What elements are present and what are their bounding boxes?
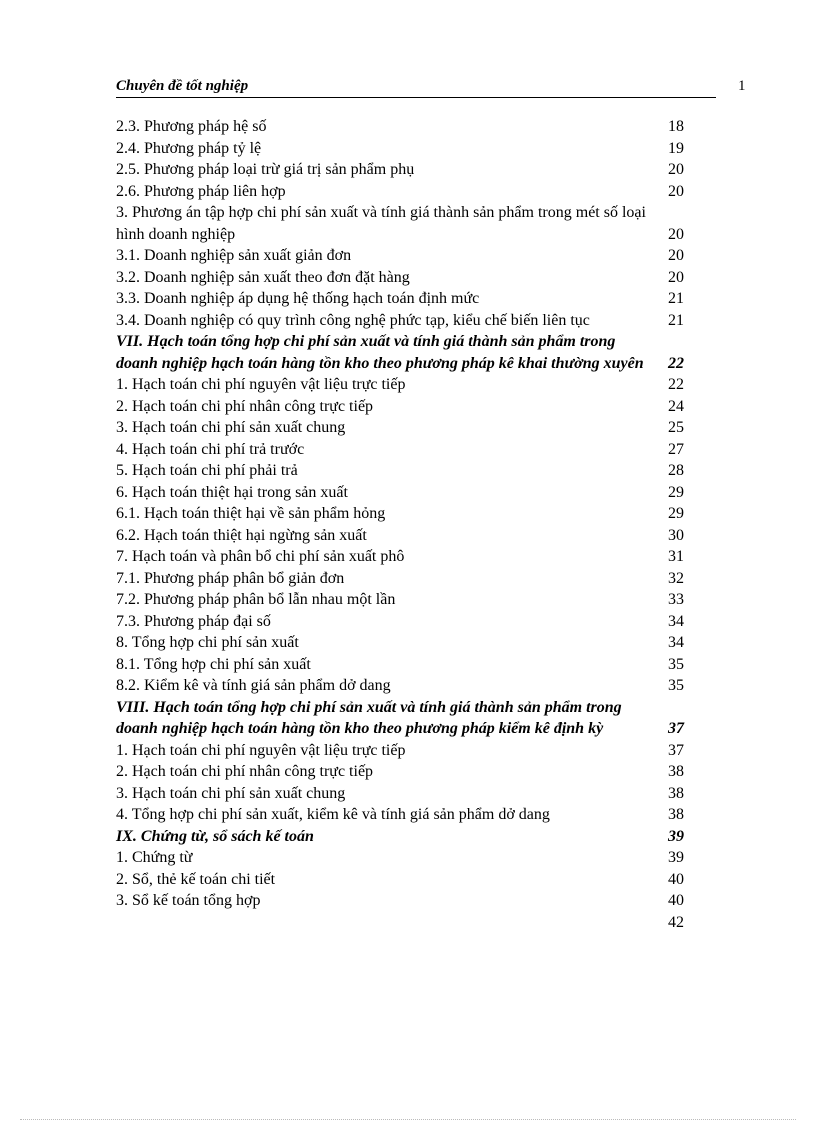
toc-entry-page: 31 [668,548,684,565]
toc-entry-page: 25 [668,419,684,436]
toc-entry-page: 24 [668,397,684,415]
toc-entry-page: 38 [668,784,684,802]
toc-entry [116,675,690,697]
toc-entry-page: 29 [668,505,684,522]
toc-entry-page: 39 [668,849,684,866]
toc-entry-page: 35 [668,655,684,673]
header-title: Chuyên đề tốt nghiệp [116,78,249,94]
toc-entry-page: 22 [668,376,684,393]
toc-entry [116,396,690,418]
toc-entry-page: 34 [668,634,684,651]
toc-entry-text: 1. Chứng từ [116,849,193,866]
toc-entry-page: 33 [668,591,684,608]
page-number: 1 [738,78,746,94]
toc-entry [116,654,690,676]
toc-entry-page: 40 [668,892,684,909]
toc-entry [116,804,690,826]
toc-entry-page: 39 [668,827,684,845]
toc-entry-page: 37 [668,741,684,759]
toc-entry-text: 7. Hạch toán và phân bổ chi phí sản xuất phô [116,548,405,565]
toc-entry-page: 22 [668,354,684,372]
toc-entry-text: 6.2. Hạch toán thiệt hại ngừng sản xuất [116,526,367,544]
toc-entry-text: 8. Tổng hợp chi phí sản xuất [116,634,299,651]
toc-entry-text: 3. Phương án tập hợp chi phí sản xuất và tính giá thành sản phẩm trong mét số loại hình doanh nghiệp [116,204,646,243]
toc-entry [116,181,690,203]
toc-section-heading [116,826,690,848]
toc-entry [116,503,690,525]
toc-entry-page: 42 [668,913,684,931]
toc-entry [116,546,690,568]
toc-entry-text: VIII. Hạch toán tổng hợp chi phí sản xuất và tính giá thành sản phẩm trong doanh nghiệp hạch toán hàng tồn kho theo phương pháp kiểm kê định kỳ [116,698,622,737]
toc-entry [116,568,690,590]
toc-section-heading [116,697,690,740]
toc-entry-text: 4. Tổng hợp chi phí sản xuất, kiểm kê và tính giá sản phẩm dở dang [116,806,550,823]
toc-entry [116,783,690,805]
toc-entry-page: 38 [668,763,684,780]
toc-entry [116,202,690,245]
toc-entry-text: 7.2. Phương pháp phân bổ lẫn nhau một lần [116,591,396,608]
toc-entry [116,611,690,633]
toc-entry-text: 2.4. Phương pháp tỷ lệ [116,139,262,157]
toc-entry-page: 18 [668,118,684,135]
toc-entry-text: IX. Chứng từ, sổ sách kế toán [116,827,314,845]
page-header [116,76,716,98]
toc-entry [116,761,690,783]
toc-entry [116,912,690,934]
toc-entry [116,740,690,762]
toc-entry [116,439,690,461]
toc-entry-text: 1. Hạch toán chi phí nguyên vật liệu trực tiếp [116,376,406,393]
toc-entry-page: 21 [668,311,684,329]
toc-entry [116,374,690,396]
toc-entry-page: 34 [668,612,684,630]
toc-entry-text: 6. Hạch toán thiệt hại trong sản xuất [116,483,348,501]
toc-entry-page: 20 [668,225,684,243]
toc-entry [116,267,690,289]
toc-entry [116,525,690,547]
toc-entry [116,869,690,891]
toc-entry-page: 30 [668,526,684,544]
toc-entry-page: 32 [668,569,684,587]
toc-entry-text: 1. Hạch toán chi phí nguyên vật liệu trực tiếp [116,741,406,759]
table-of-contents [116,116,690,933]
toc-entry [116,460,690,482]
toc-entry-page: 37 [668,720,684,737]
toc-entry [116,288,690,310]
toc-entry-text: 8.2. Kiểm kê và tính giá sản phẩm dở dang [116,677,391,694]
toc-entry-page: 21 [668,290,684,307]
toc-entry [116,417,690,439]
toc-entry-text: 2. Hạch toán chi phí nhân công trực tiếp [116,763,374,780]
toc-entry-page: 40 [668,870,684,888]
toc-entry-text: VII. Hạch toán tổng hợp chi phí sản xuất và tính giá thành sản phẩm trong doanh nghiệp hạch toán hàng tồn kho theo phương pháp kê khai thường xuyên [116,333,644,372]
toc-entry-page: 20 [668,161,684,178]
toc-entry-text: 2. Sổ, thẻ kế toán chi tiết [116,870,276,888]
toc-entry [116,890,690,912]
toc-entry-text: 7.1. Phương pháp phân bổ giản đơn [116,569,345,587]
toc-entry-page: 35 [668,677,684,694]
toc-entry-text: 8.1. Tổng hợp chi phí sản xuất [116,655,311,673]
toc-entry-page: 27 [668,440,684,458]
toc-entry-text: 3. Hạch toán chi phí sản xuất chung [116,419,346,436]
toc-entry-page: 38 [668,806,684,823]
toc-entry-text: 3. Sổ kế toán tổng hợp [116,892,261,909]
toc-entry-text: 2. Hạch toán chi phí nhân công trực tiếp [116,397,374,415]
toc-entry-text: 3.1. Doanh nghiệp sản xuất giản đơn [116,247,352,264]
toc-entry-page: 29 [668,483,684,501]
toc-entry [116,847,690,869]
toc-entry-page: 20 [668,182,684,200]
toc-entry-text: 3. Hạch toán chi phí sản xuất chung [116,784,346,802]
toc-entry-text: 3.3. Doanh nghiệp áp dụng hệ thống hạch toán định mức [116,290,480,307]
toc-entry [116,138,690,160]
toc-entry-page: 19 [668,139,684,157]
toc-entry-text: 3.4. Doanh nghiệp có quy trình công nghệ phức tạp, kiểu chế biến liên tục [116,311,590,329]
toc-entry-text: 2.6. Phương pháp liên hợp [116,182,286,200]
toc-entry [116,482,690,504]
toc-entry [116,159,690,181]
toc-entry-page: 20 [668,268,684,286]
toc-entry-text: 6.1. Hạch toán thiệt hại về sản phẩm hỏng [116,505,386,522]
toc-entry-page: 28 [668,462,684,479]
toc-entry-text: 3.2. Doanh nghiệp sản xuất theo đơn đặt hàng [116,268,410,286]
toc-entry-text: 7.3. Phương pháp đại số [116,612,271,630]
toc-entry [116,310,690,332]
toc-entry [116,632,690,654]
toc-entry [116,116,690,138]
toc-entry [116,589,690,611]
toc-entry-text: 2.3. Phương pháp hệ số [116,118,267,135]
toc-entry [116,245,690,267]
toc-entry-text: 2.5. Phương pháp loại trừ giá trị sản phẩm phụ [116,161,415,178]
toc-entry-page: 20 [668,247,684,264]
toc-section-heading [116,331,690,374]
toc-entry-text: 4. Hạch toán chi phí trả trước [116,440,305,458]
page-bottom-divider [20,1119,796,1121]
toc-entry-text: 5. Hạch toán chi phí phải trả [116,462,298,479]
